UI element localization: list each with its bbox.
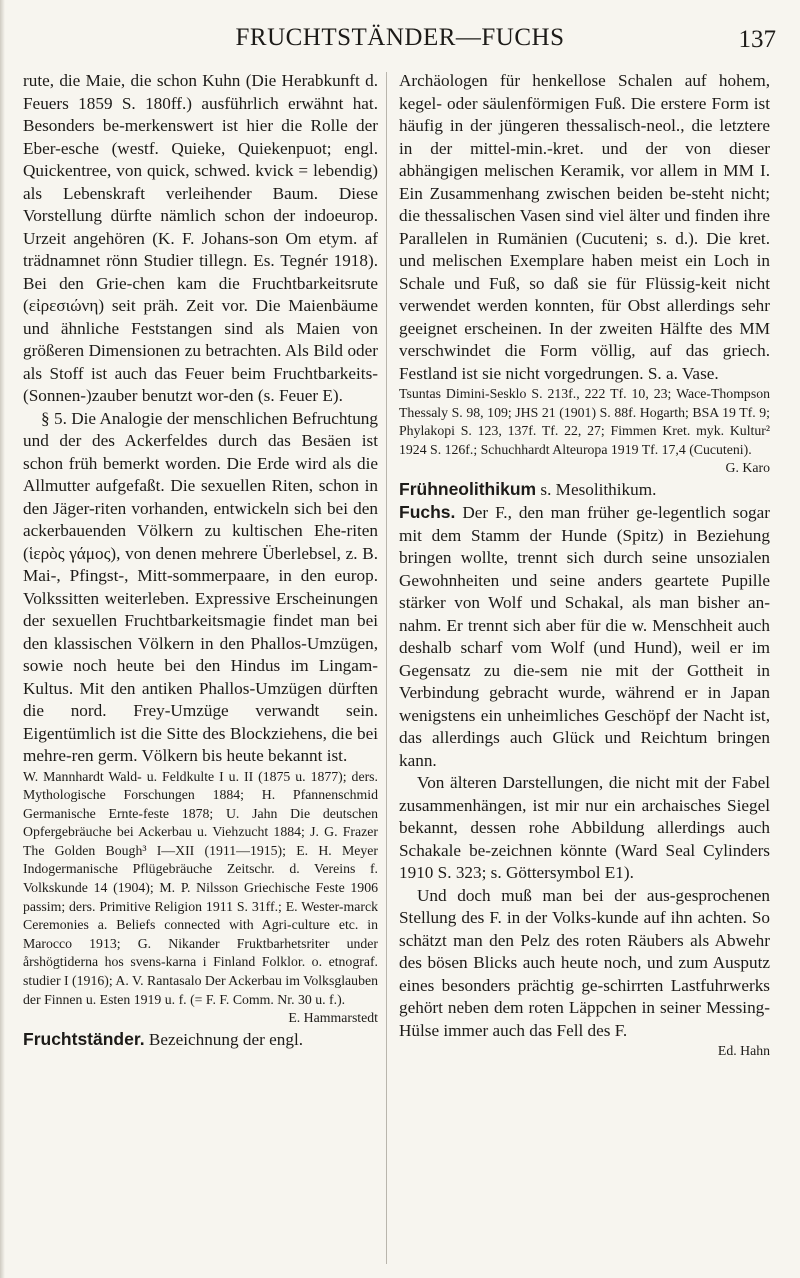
page-number: 137 xyxy=(738,26,776,53)
paragraph-archaeologen: Archäologen für henkellose Schalen auf hohem, kegel- oder säulenförmigen Fuß. Die erstere Form ist häufig in der jüngeren thessalisch-neol., die letztere in der mittel-min.-kret. und der von dieser abhängigen melischen Keramik, vor allem in MM I. Ein Zusammenhang zwischen beiden be-steht nicht; die thessalischen Vasen sind viel älter und finden ihre Parallelen in Rumänien (Cucuteni; s. d.). Die kret. und melischen Exemplare haben meist ein Loch in Schale und Fuß, so daß sie für Flüssig-keit nicht verwendet werden konnten, für Obst allerdings sehr geeignet erscheinen. In der zweiten Hälfte des MM verschwindet die Form völlig, auf das griech. Festland ist sie nicht vorgedrungen. S. a. Vase. xyxy=(399,71,770,383)
running-title: FRUCHTSTÄNDER—FUCHS xyxy=(235,24,565,51)
author-signature-hahn: Ed. Hahn xyxy=(717,1043,770,1059)
right-column xyxy=(399,70,770,1061)
entry-headword: Fuchs. xyxy=(399,502,456,523)
author-signature-left: E. Hammarstedt xyxy=(288,1010,378,1026)
paragraph-section-5: § 5. Die Analogie der menschlichen Befruchtung und der des Ackerfeldes durch das Besäen ist schon früh bemerkt worden. Die Erde wird als die Allmutter aufgefaßt. Die sexuellen Riten, schon in den Jäger-riten vorhanden, entwickeln sich bei den ackerbauenden Völkern zu kultischen Ehe-riten (ἱερὸς γάμος), von denen mehrere Überlebsel, z. B. Mai-, Pfingst-, Mitt-sommerpaare, in den europ. Volkssitten weiterleben. Expressive Erscheinungen der sexuellen Fruchtbarkeitsmagie findet man bei den klassischen Völkern in den Phallos-Umzügen, sowie noch heute bei den Hindus im Lingam-Kultus. Mit den antiken Phallos-Umzügen dürften die nord. Frey-Umzüge verwandt sein. Eigentümlich ist die Sitte des Blockziehens, die bei mehre-ren germ. Völkern bis heute bekannt ist. xyxy=(23,408,378,765)
bibliography-right: Tsuntas Dimini-Sesklo S. 213f., 222 Tf. 10, 23; Wace-Thompson Thessaly S. 98, 109; JHS 21 (1901) S. 88f. Hogarth; BSA 19 Tf. 9; Phylakopi S. 123, 137f. Tf. 22, 27; Fimmen Kret. myk. Kultur² 1924 S. 126f.; Schuchhardt Alteuropa 1919 Tf. 17,4 (Cucuteni). xyxy=(399,386,770,457)
entry-text: Bezeichnung der engl. xyxy=(144,1029,304,1049)
author-signature-karo: G. Karo xyxy=(725,460,770,476)
entry-headword: Frühneolithikum xyxy=(399,478,537,499)
page-header xyxy=(20,24,780,64)
left-column xyxy=(23,70,378,1051)
column-divider xyxy=(386,72,387,1264)
entry-fruchtstaender xyxy=(23,1028,378,1052)
paragraph-fruchtbarkeitsrute: rute, die Maie, die schon Kuhn (Die Herabkunft d. Feuers 1859 S. 180ff.) ausführlich erwähnt hat. Besonders be-merkenswert ist hier die Rolle der Eber-esche (westf. Quieke, Quiekenpuot; engl. Quickentree, von quick, schwed. kvick = lebendig) als Lebenskraft verleihender Baum. Diese Vorstellung dürfte nämlich schon der indoeurop. Urzeit angehören (K. F. Johans-son Om etym. af trädnamnet rönn Studier tillegn. Es. Tegnér 1918). Bei den Grie-chen kam die Fruchtbarkeitsrute (εἰρεσιώνη) seit präh. Zeit vor. Die Maienbäume und ähnliche Feststangen sind als Maien von größeren Dimensionen zu betrachten. Als Bild oder als Stoff ist auch das Feuer beim Fruchtbarkeits-(Sonnen-)zauber benutzt wor-den (s. Feuer E). xyxy=(23,71,378,405)
page-edge-shadow xyxy=(0,0,5,1278)
entry-text: Der F., den man früher ge-legentlich sogar mit dem Stamm der Hunde (Spitz) in Beziehung bringen wollte, trennt sich durch seine unsozialen Gewohnheiten und seine anders geartete Pupille stärker von Wolf und Schakal, als man bisher an-nahm. Er trennt sich aber für die w. Menschheit auch deshalb scharf vom Wolf (und Hund), weil er im Gegensatz zu die-sem nie mit der Gottheit in Verbindung gebracht wurde, während er in Japan wenigstens ein unheimliches Geschöpf der Nacht ist, das allerdings auch Glück und Reichtum bringen kann. xyxy=(399,503,770,770)
paragraph-darstellungen: Von älteren Darstellungen, die nicht mit der Fabel zusammenhängen, ist mir nur ein archaisches Siegel bekannt, dessen rohe Abbildung allerdings auch Schakale be-zeichnen könnte (Ward Seal Cylinders 1910 S. 323; s. Göttersymbol E1). xyxy=(399,773,770,883)
entry-fruehneolithikum xyxy=(399,478,770,502)
entry-text: s. Mesolithikum. xyxy=(536,479,657,499)
entry-headword: Fruchtständer. xyxy=(23,1028,145,1049)
entry-fuchs xyxy=(399,501,770,772)
bibliography-left: W. Mannhardt Wald- u. Feldkulte I u. II (1875 u. 1877); ders. Mythologische Forschungen 1884; H. Pfannenschmid Germanische Ernte-feste 1878; U. Jahn Die deutschen Opfergebräuche bei Ackerbau u. Viehzucht 1884; J. G. Frazer The Golden Bough³ I—XII (1911—1915); E. H. Meyer Indogermanische Pflügebräuche Zeitschr. d. Vereins f. Volkskunde 14 (1904); M. P. Nilsson Griechische Feste 1906 passim; ders. Primitive Religion 1911 S. 31ff.; E. Wester-marck Ceremonies a. Beliefs connected with Agri-culture etc. in Marocco 1913; G. Nikander Fruktbarhetsriter under årshögtiderna hos svens-karna i Finland Folklor. o. etnograf. studier I (1916); A. V. Rantasalo Der Ackerbau im Volksglauben der Finnen u. Esten 1919 u. f. (= F. F. Comm. Nr. 30 u. f.). xyxy=(23,768,378,1007)
paragraph-volkskunde: Und doch muß man bei der aus-gesprochenen Stellung des F. in der Volks-kunde auf ihn achten. So schätzt man den Pelz des roten Räubers als Abwehr des bösen Blicks auch heute noch, und zum Ausputz eines besonders prächtig ge-schirrten Lastfuhrwerks gehört neben dem roten Läppchen in seiner Messing-Hülse immer auch das Fell des F. xyxy=(399,885,770,1040)
